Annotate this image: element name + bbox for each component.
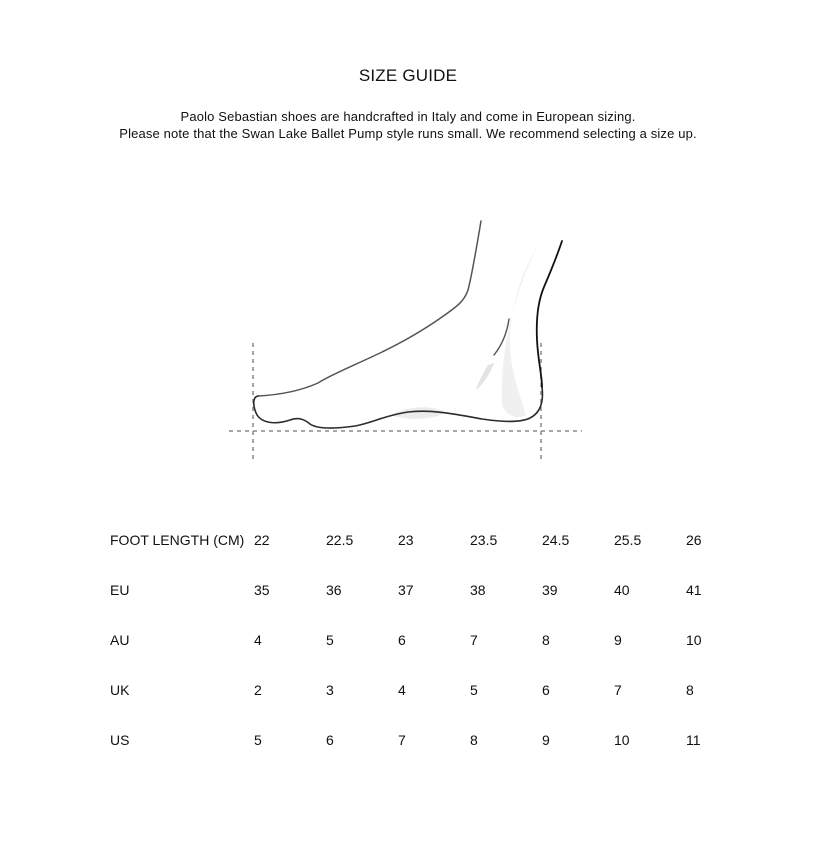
page-title: SIZE GUIDE	[358, 66, 458, 85]
size-table	[110, 532, 758, 782]
row-label: AU	[110, 632, 130, 648]
row-label: FOOT LENGTH (CM)	[110, 532, 245, 548]
table-cell: 25.5	[614, 532, 642, 548]
intro-text	[0, 108, 816, 142]
table-row-au	[110, 632, 758, 682]
table-cell: 22	[254, 532, 270, 548]
table-cell: 8	[470, 732, 478, 748]
table-cell: 9	[614, 632, 622, 648]
table-cell: 10	[614, 732, 630, 748]
table-cell: 6	[326, 732, 334, 748]
heel-outline	[537, 241, 562, 387]
row-label: UK	[110, 682, 130, 698]
table-cell: 5	[470, 682, 478, 698]
row-label: EU	[110, 582, 130, 598]
table-cell: 23.5	[470, 532, 498, 548]
table-cell: 11	[686, 732, 701, 748]
table-cell: 5	[326, 632, 334, 648]
foot-shading	[502, 245, 538, 417]
table-cell: 26	[686, 532, 702, 548]
table-cell: 6	[542, 682, 550, 698]
intro-line-2: Please note that the Swan Lake Ballet Pump style runs small. We recommend selecting a size up.	[119, 126, 697, 141]
foot-top-outline	[258, 221, 481, 396]
table-cell: 3	[326, 682, 334, 698]
table-cell: 7	[398, 732, 406, 748]
table-cell: 8	[686, 682, 694, 698]
intro-line-1: Paolo Sebastian shoes are handcrafted in Italy and come in European sizing.	[180, 109, 636, 124]
table-cell: 40	[614, 582, 630, 598]
table-cell: 5	[254, 732, 262, 748]
table-row-us	[110, 732, 758, 782]
table-cell: 36	[326, 582, 342, 598]
ankle-shading	[476, 363, 494, 390]
table-cell: 10	[686, 632, 702, 648]
table-cell: 38	[470, 582, 486, 598]
table-row-eu	[110, 582, 758, 632]
foot-sole-outline	[254, 387, 543, 428]
table-cell: 7	[470, 632, 478, 648]
table-cell: 9	[542, 732, 550, 748]
table-cell: 35	[254, 582, 270, 598]
table-row-foot-length	[110, 532, 758, 582]
table-cell: 4	[254, 632, 262, 648]
table-cell: 4	[398, 682, 406, 698]
table-cell: 6	[398, 632, 406, 648]
table-cell: 24.5	[542, 532, 570, 548]
table-row-uk	[110, 682, 758, 732]
table-cell: 37	[398, 582, 414, 598]
table-cell: 2	[254, 682, 262, 698]
table-cell: 41	[686, 582, 702, 598]
table-cell: 8	[542, 632, 550, 648]
table-cell: 39	[542, 582, 558, 598]
foot-measurement-illustration	[220, 215, 590, 465]
table-cell: 7	[614, 682, 622, 698]
row-label: US	[110, 732, 130, 748]
table-cell: 22.5	[326, 532, 354, 548]
table-cell: 23	[398, 532, 414, 548]
